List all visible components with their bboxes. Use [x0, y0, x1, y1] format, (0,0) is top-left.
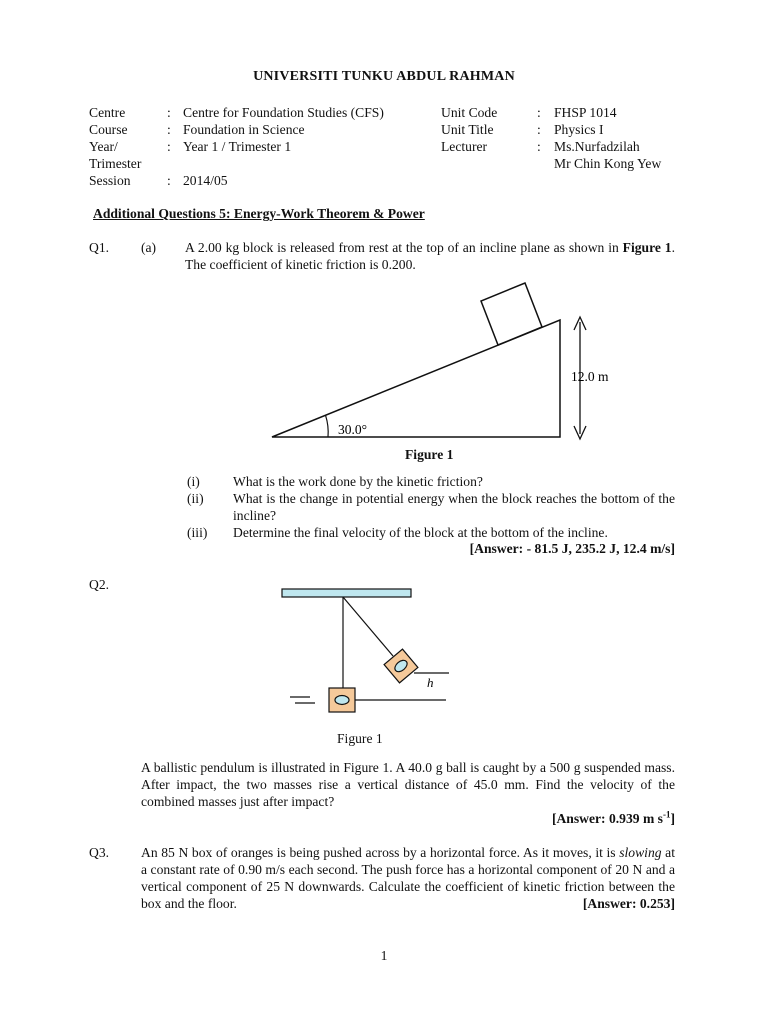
q2-answer-prefix: [Answer: 0.939 m s — [551, 811, 663, 826]
header-value-unit-title: Physics I — [554, 122, 604, 137]
header-label-course: Course — [89, 122, 128, 137]
header-value-year: Year 1 / Trimester 1 — [183, 139, 292, 154]
header-colon: : — [537, 139, 541, 154]
q1-answer: [Answer: - 81.5 J, 235.2 J, 12.4 m/s] — [469, 541, 675, 556]
q1-sub-iii-num: (iii) — [187, 525, 208, 540]
swung-string — [343, 597, 393, 656]
header-value-lecturer-2: Mr Chin Kong Yew — [554, 156, 662, 171]
q3-text-after: at a constant rate of 0.90 m/s each second. The push force has a horizontal component of 20 N and a vertical component of 25 N downwards. Calculate the coefficient of kinetic friction between the box and the floor. — [141, 845, 675, 911]
q1-text-figure-ref: Figure 1 — [622, 240, 672, 255]
header-label-year: Year/ — [89, 139, 118, 154]
q1-sub-i-num: (i) — [187, 474, 200, 489]
angle-label: 30.0° — [338, 422, 368, 437]
ceiling-bar — [282, 589, 411, 597]
q3-number: Q3. — [89, 845, 110, 860]
header-colon: : — [537, 105, 541, 120]
block — [481, 283, 542, 345]
header-label-unit-title: Unit Title — [441, 122, 494, 137]
header-value-course: Foundation in Science — [183, 122, 305, 137]
header-value-centre: Centre for Foundation Studies (CFS) — [183, 105, 384, 120]
section-title: Additional Questions 5: Energy-Work Theorem & Power — [93, 206, 425, 221]
q3-answer: [Answer: 0.253] — [520, 895, 675, 912]
q1-text-after: . The coefficient of kinetic friction is 0.200. — [185, 240, 675, 272]
header-colon: : — [167, 173, 171, 188]
header-label-unit-code: Unit Code — [441, 105, 498, 120]
header-colon: : — [167, 105, 171, 120]
header-label-lecturer: Lecturer — [441, 139, 488, 154]
q1-sub-iii-text: Determine the final velocity of the block at the bottom of the incline. — [233, 525, 608, 540]
header-colon: : — [537, 122, 541, 137]
header-colon: : — [167, 122, 171, 137]
swung-block — [384, 649, 418, 683]
q1-part: (a) — [141, 240, 157, 255]
university-title: UNIVERSITI TUNKU ABDUL RAHMAN — [253, 69, 515, 84]
q1-figure-caption: Figure 1 — [405, 447, 454, 462]
height-label: 12.0 m — [571, 369, 609, 384]
header-label-trimester: Trimester — [89, 156, 142, 171]
header-value-session: 2014/05 — [183, 173, 228, 188]
header-colon: : — [167, 139, 171, 154]
q2-answer-sup: -1 — [662, 809, 671, 820]
pendulum-figure — [280, 580, 460, 720]
q2-number: Q2. — [89, 577, 110, 592]
q1-text-before: A 2.00 kg block is released from rest at the top of an incline plane as shown in — [185, 240, 623, 255]
q1-number: Q1. — [89, 240, 110, 255]
page-number: 1 — [380, 948, 388, 963]
header-label-session: Session — [89, 173, 131, 188]
q3-text-before: An 85 N box of oranges is being pushed across by a horizontal force. As it moves, it is — [141, 845, 620, 860]
angle-arc — [326, 416, 329, 438]
header-value-lecturer-1: Ms.Nurfadzilah — [554, 139, 640, 154]
q1-text — [185, 239, 675, 273]
q2-answer-suffix: ] — [670, 811, 675, 826]
incline-figure — [240, 270, 640, 450]
q2-figure-caption: Figure 1 — [337, 731, 383, 746]
q1-sub-i-text: What is the work done by the kinetic friction? — [233, 474, 483, 489]
header-label-centre: Centre — [89, 105, 126, 120]
q1-sub-ii-text: What is the change in potential energy when the block reaches the bottom of the incline? — [233, 491, 675, 523]
bullet-hole — [335, 696, 349, 705]
q2-text: A ballistic pendulum is illustrated in Figure 1. A 40.0 g ball is caught by a 500 g suspended mass. After impact, the two masses rise a vertical distance of 45.0 mm. Find the velocity of the combined masses just after impact? — [141, 760, 675, 809]
q3-text-italic: slowing — [619, 845, 662, 860]
q1-sub-ii-num: (ii) — [187, 491, 204, 506]
header-value-unit-code: FHSP 1014 — [554, 105, 617, 120]
h-label: h — [427, 675, 434, 690]
q2-answer — [400, 810, 675, 827]
